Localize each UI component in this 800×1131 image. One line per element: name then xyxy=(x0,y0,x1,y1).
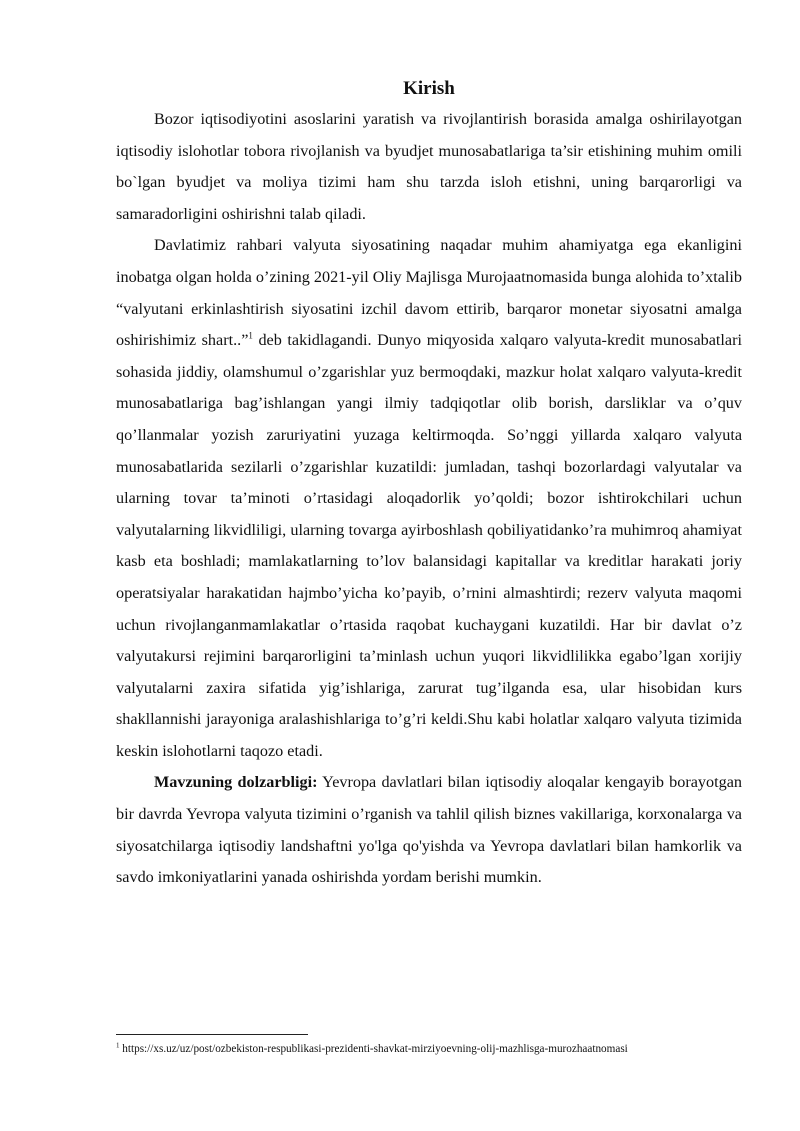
footnote xyxy=(116,1042,756,1056)
footnote-separator xyxy=(116,1034,308,1035)
footnote-link[interactable]: https://xs.uz/uz/post/ozbekiston-respublikasi-prezidenti-shavkat-mirziyoevning-olij-mazhlisga-murozhaatnomasi xyxy=(119,1043,628,1055)
paragraph-currency-policy-text-before: Davlatimiz rahbari valyuta siyosatining naqadar muhim ahamiyatga ega ekanligini inobatga olgan holda o’zining 2021-yil Oliy Majlisga Murojaatnomasida bunga alohida to’xtalib “valyutani erkinlashtirish siyosatini izchil davom ettirib, barqaror monetar siyosatni amalga oshirishimiz shart..” xyxy=(116,236,742,350)
paragraph-relevance-text: Yevropa davlatlari bilan iqtisodiy aloqalar kengayib borayotgan bir davrda Yevropa valyuta tizimini o’rganish va tahlil qilish biznes vakillariga, korxonalarga va siyosatchilarga iqtisodiy landshaftni yo'lga qo'yishda va Yevropa davlatlari bilan hamkorlik va savdo imkoniyatlarini yanada oshirishda yordam berishi mumkin. xyxy=(116,773,742,887)
paragraph-relevance xyxy=(116,767,742,893)
paragraph-currency-policy-text-after: deb takidlagandi. Dunyo miqyosida xalqaro valyuta-kredit munosabatlari sohasida jiddiy, olamshumul o’zgarishlar yuz bermoqdaki, mazkur holat xalqaro valyuta-kredit munosabatlariga bag’ishlangan yangi ilmiy tadqiqotlar olib borish, darsliklar va o’quv qo’llanmalar yozish zaruriyatini yuzaga keltirmoqda. So’nggi yillarda xalqaro valyuta munosabatlarida sezilarli o’zgarishlar kuzatildi: jumladan, tashqi bozorlardagi valyutalar va ularning tovar ta’minoti o’rtasidagi aloqadorlik yo’qoldi; bozor ishtirokchilari uchun valyutalarning likvidliligi, ularning tovarga ayirboshlash qobiliyatidanko’ra muhimroq ahamiyat kasb eta boshladi; mamlakatlarning to’lov balansidagi kapitallar va kreditlar harakati joriy operatsiyalar harakatidan hajmbo’yicha ko’payib, o’rnini almashtirdi; rezerv valyuta maqomi uchun rivojlanganmamlakatlar o’rtasida raqobat kuchaygani kuzatildi. Har bir davlat o’z valyutakursi rejimini barqarorligini ta’minlash uchun yuqori likvidlilikka egabo’lgan xorijiy valyutalarni zaxira sifatida yig’ishlariga, zarurat tug’ilganda esa, ular hisobidan kurs shakllannishi jarayoniga aralashishlariga to’g’ri keldi.Shu kabi holatlar xalqaro valyuta tizimida keskin islohotlarni taqozo etadi. xyxy=(116,331,742,760)
paragraph-intro xyxy=(116,104,742,230)
footnote-reference[interactable]: 1 xyxy=(248,330,253,341)
document-body xyxy=(116,76,742,894)
page-title: Kirish xyxy=(403,78,455,99)
paragraph-currency-policy xyxy=(116,230,742,767)
paragraph-intro-text: Bozor iqtisodiyotini asoslarini yaratish va rivojlantirish borasida amalga oshirilayotgan iqtisodiy islohotlar tobora rivojlanish va byudjet munosabatlariga ta’sir etishining muhim omili bo`lgan byudjet va moliya tizimi ham shu tarzda isloh etishni, uning barqarorligi va samaradorligini oshirishni talab qiladi. xyxy=(116,110,742,223)
relevance-label: Mavzuning dolzarbligi: xyxy=(154,773,318,792)
footnote-number: 1 xyxy=(116,1041,120,1050)
